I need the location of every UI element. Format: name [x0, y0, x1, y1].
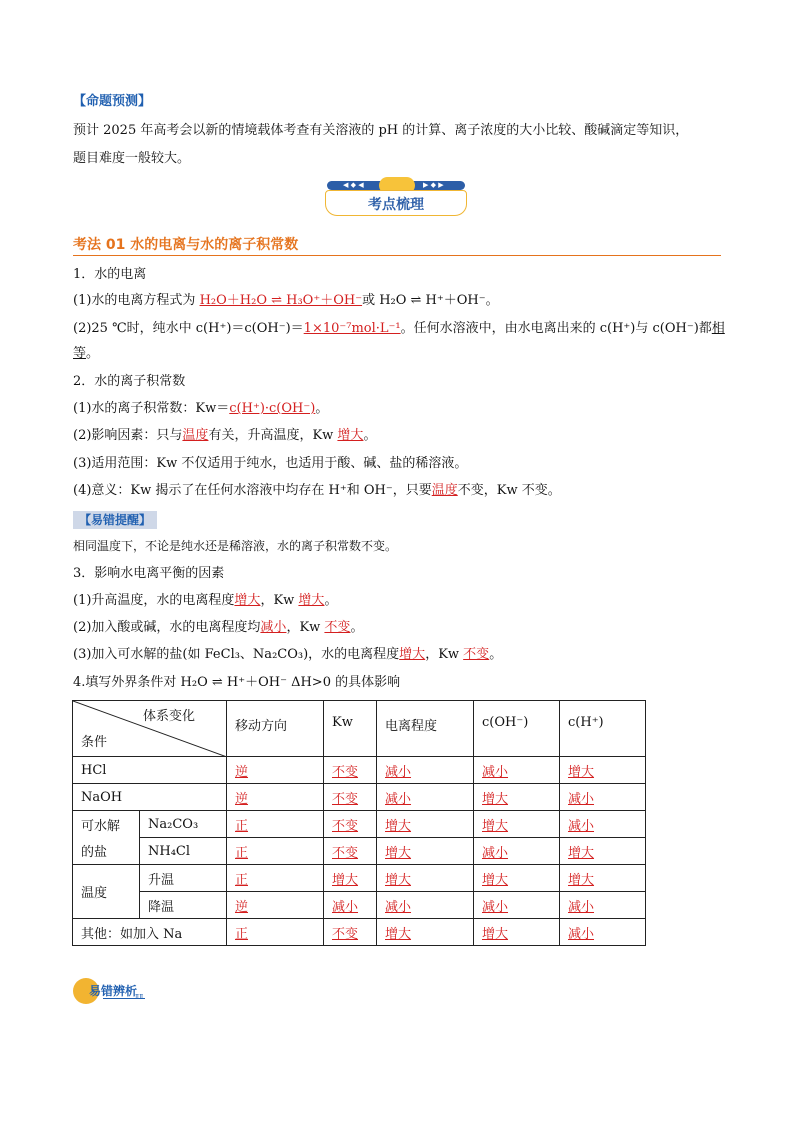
table-row	[73, 811, 646, 838]
p3-l3-answer-1: 增大	[399, 647, 426, 662]
cell-kw: 减小	[324, 892, 377, 919]
p2-line-2	[73, 427, 376, 445]
p3-l2-answer-1: 减小	[260, 620, 287, 635]
p1-conc-answer: 1×10⁻⁷mol·L⁻¹	[303, 321, 401, 336]
p3-l3-end: 。	[489, 647, 503, 662]
cell-kw: 不变	[324, 838, 377, 865]
table-header-row	[73, 701, 646, 757]
p2-l2-mid: 有关，升高温度，Kw	[208, 428, 338, 443]
cell-c-oh: 减小	[474, 838, 560, 865]
header-kw: Kw	[324, 701, 377, 757]
row-group: 可水解	[73, 811, 140, 838]
cell-c-oh: 增大	[474, 919, 560, 946]
p3-l2-end: 。	[350, 620, 364, 635]
cell-ionization: 减小	[377, 784, 474, 811]
header-ionization-degree: 电离程度	[377, 701, 474, 757]
row-condition: 其他：如加入 Na	[73, 919, 227, 946]
p3-l3-answer-2: 不变	[463, 647, 490, 662]
p4-heading: 4.填写外界条件对 H₂O ⇌ H⁺＋OH⁻ ΔH>0 的具体影响	[73, 675, 401, 690]
p2-l4-end: 不变，Kw 不变。	[457, 483, 561, 498]
p2-line-4	[73, 482, 561, 500]
row-sub-condition: Na₂CO₃	[140, 811, 227, 838]
cell-ionization: 增大	[377, 838, 474, 865]
p1-equation-line	[73, 292, 499, 310]
row-sub-condition: 降温	[140, 892, 227, 919]
p2-l4-answer: 温度	[431, 483, 458, 498]
p1-eq-prefix: (1)水的电离方程式为	[73, 293, 200, 308]
p2-l2-end: 。	[363, 428, 377, 443]
cell-c-h: 增大	[560, 865, 646, 892]
p1-eq-answer: H₂O＋H₂O ⇌ H₃O⁺＋OH⁻	[199, 293, 363, 308]
p2-l1-answer: c(H⁺)·c(OH⁻)	[229, 401, 316, 416]
tip-text: 相同温度下，不论是纯水还是稀溶液，水的离子积常数不变。	[73, 539, 398, 553]
table-row	[73, 892, 646, 919]
logo-arrow-icon: ⅡⅡ	[135, 994, 144, 1001]
p3-l1-mid: ，Kw	[260, 593, 299, 608]
p3-l3-prefix: (3)加入可水解的盐(如 FeCl₃、Na₂CO₃)，水的电离程度	[73, 647, 400, 662]
cell-c-h: 减小	[560, 919, 646, 946]
table-row	[73, 784, 646, 811]
p1-heading: 1．水的电离	[73, 267, 147, 282]
tip-tag: 【易错提醒】	[73, 511, 157, 529]
cell-c-oh: 增大	[474, 811, 560, 838]
header-direction: 移动方向	[227, 701, 324, 757]
table-row	[73, 865, 646, 892]
cell-ionization: 增大	[377, 865, 474, 892]
cell-direction: 正	[227, 811, 324, 838]
banner-right-arrows-icon: ▶ ◆ ▶	[423, 181, 444, 189]
row-sub-condition: 升温	[140, 865, 227, 892]
cell-c-oh: 减小	[474, 892, 560, 919]
cell-direction: 正	[227, 919, 324, 946]
p2-l4-prefix: (4)意义：Kw 揭示了在任何水溶液中均存在 H⁺和 OH⁻，只要	[73, 483, 432, 498]
p3-l2-mid: ，Kw	[286, 620, 325, 635]
prediction-heading: 【命题预测】	[73, 94, 152, 109]
cell-ionization: 增大	[377, 919, 474, 946]
cell-c-h: 增大	[560, 757, 646, 784]
cell-c-oh: 减小	[474, 757, 560, 784]
p2-heading: 2．水的离子积常数	[73, 374, 186, 389]
p2-l2-answer-2: 增大	[337, 428, 364, 443]
row-sub-condition: NH₄Cl	[140, 838, 227, 865]
effects-table	[72, 700, 646, 946]
cell-direction: 正	[227, 838, 324, 865]
p3-line-3	[73, 646, 502, 664]
p3-l1-answer-2: 增大	[298, 593, 325, 608]
cell-kw: 不变	[324, 784, 377, 811]
p1-conc-end: 。	[86, 346, 100, 361]
table-row	[73, 838, 646, 865]
cell-kw: 不变	[324, 811, 377, 838]
cell-c-h: 减小	[560, 892, 646, 919]
cell-direction: 逆	[227, 892, 324, 919]
cell-ionization: 减小	[377, 757, 474, 784]
cell-ionization: 减小	[377, 892, 474, 919]
header-c-h: c(H⁺)	[560, 701, 646, 757]
p3-l3-mid: ，Kw	[425, 647, 464, 662]
section-title: 考法 01 水的电离与水的离子积常数	[73, 237, 299, 253]
corner-bottom-label: 条件	[81, 735, 108, 750]
p1-conc-answer2-part-a: 相	[711, 321, 725, 336]
table-row	[73, 757, 646, 784]
p3-l1-end: 。	[324, 593, 338, 608]
section-divider	[73, 255, 721, 256]
cell-kw: 不变	[324, 919, 377, 946]
p1-eq-mid: 或 H₂O ⇌ H⁺＋OH⁻。	[362, 293, 499, 308]
cell-kw: 增大	[324, 865, 377, 892]
p2-line-3: (3)适用范围：Kw 不仅适用于纯水，也适用于酸、碱、盐的稀溶液。	[73, 456, 468, 471]
cell-c-h: 减小	[560, 811, 646, 838]
row-condition: HCl	[73, 757, 227, 784]
cell-direction: 逆	[227, 757, 324, 784]
banner-label: 考点梳理	[368, 197, 424, 213]
error-analysis-logo	[73, 978, 153, 1006]
row-group: 的盐	[73, 838, 140, 865]
cell-c-h: 减小	[560, 784, 646, 811]
corner-top-label: 体系变化	[143, 709, 196, 724]
p3-line-2	[73, 619, 363, 637]
p3-line-1	[73, 592, 337, 610]
p2-l2-prefix: (2)影响因素：只与	[73, 428, 183, 443]
table-row	[73, 919, 646, 946]
cell-kw: 不变	[324, 757, 377, 784]
logo-label: 易错辨析	[89, 984, 138, 998]
p1-conc-answer2-part-b: 等	[73, 346, 87, 361]
header-c-oh: c(OH⁻)	[474, 701, 560, 757]
banner-left-arrows-icon: ◀ ◆ ◀	[343, 181, 364, 189]
row-group: 温度	[73, 865, 140, 919]
cell-c-oh: 增大	[474, 784, 560, 811]
prediction-line-1: 预计 2025 年高考会以新的情境载体考查有关溶液的 pH 的计算、离子浓度的大小比较、酸碱滴定等知识，	[73, 123, 689, 138]
section-banner	[323, 176, 469, 218]
p2-line-1	[73, 400, 328, 418]
p1-concentration-line	[73, 320, 725, 338]
p3-l1-prefix: (1)升高温度，水的电离程度	[73, 593, 235, 608]
p1-conc-suffix: 。任何水溶液中，由水电离出来的 c(H⁺)与 c(OH⁻)都	[400, 321, 712, 336]
table-corner-cell	[73, 701, 227, 757]
cell-c-h: 增大	[560, 838, 646, 865]
cell-c-oh: 增大	[474, 865, 560, 892]
p3-heading: 3．影响水电离平衡的因素	[73, 566, 225, 581]
p2-l1-end: 。	[315, 401, 329, 416]
cell-direction: 正	[227, 865, 324, 892]
row-condition: NaOH	[73, 784, 227, 811]
p1-concentration-line-2	[73, 345, 99, 363]
cell-ionization: 增大	[377, 811, 474, 838]
prediction-line-2: 题目难度一般较大。	[73, 151, 191, 166]
p1-conc-prefix: (2)25 ℃时，纯水中 c(H⁺)＝c(OH⁻)＝	[73, 321, 304, 336]
p2-l2-answer-1: 温度	[182, 428, 209, 443]
p2-l1-prefix: (1)水的离子积常数：Kw＝	[73, 401, 230, 416]
p3-l1-answer-1: 增大	[234, 593, 261, 608]
p3-l2-prefix: (2)加入酸或碱，水的电离程度均	[73, 620, 261, 635]
p3-l2-answer-2: 不变	[324, 620, 351, 635]
cell-direction: 逆	[227, 784, 324, 811]
